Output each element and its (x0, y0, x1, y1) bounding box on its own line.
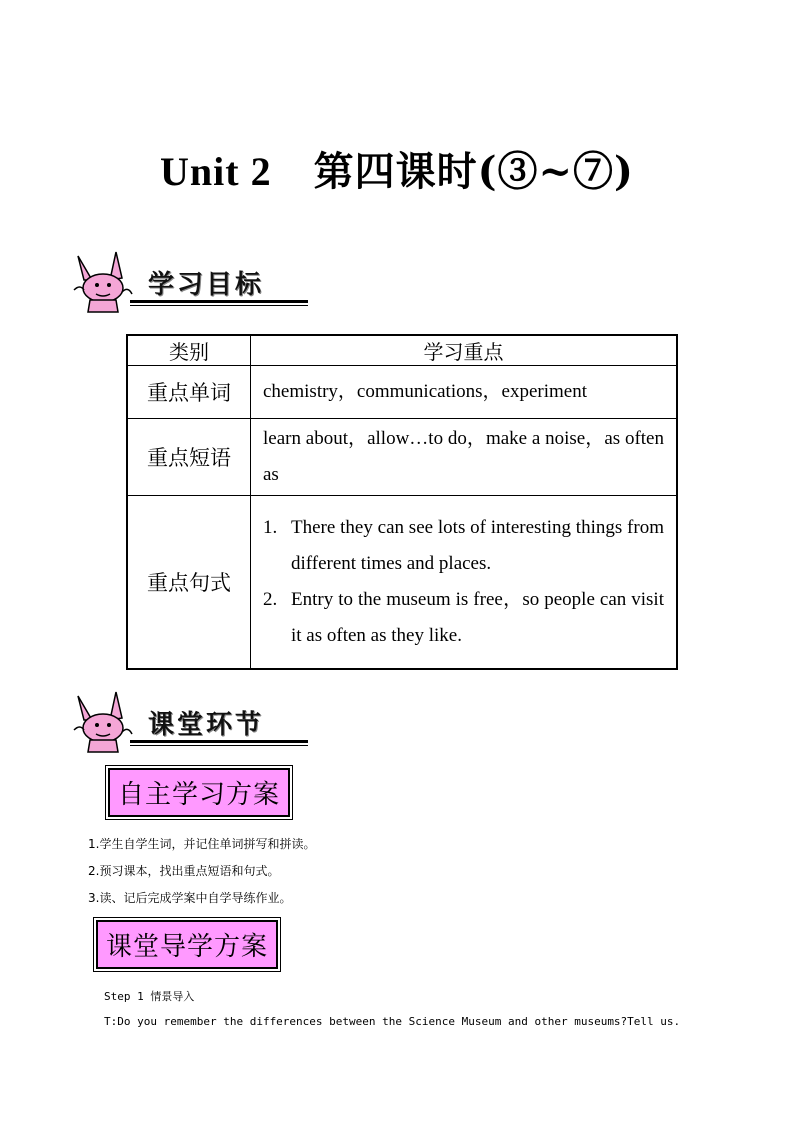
header-focus: 学习重点 (251, 335, 678, 366)
section-header-goals (70, 250, 320, 320)
table-row (127, 366, 677, 419)
section-underline (130, 300, 308, 303)
row-category: 重点句式 (127, 496, 251, 670)
row-content: learn about，allow…to do，make a noise，as often as (251, 419, 678, 496)
self-study-title-box: 自主学习方案 (108, 768, 290, 817)
section-title-goals: 学习目标 (148, 270, 265, 300)
list-item (263, 510, 664, 582)
row-category: 重点单词 (127, 366, 251, 419)
sentence-list (263, 510, 664, 654)
header-category: 类别 (127, 335, 251, 366)
section-underline (130, 740, 308, 743)
section-header-class (70, 690, 320, 760)
page-title (0, 140, 794, 197)
table-row (127, 496, 677, 670)
item-number: 2. (263, 589, 278, 610)
rabbit-mascot-icon (70, 250, 136, 316)
item-text: Entry to the museum is free，so people can visit it as often as they like. (291, 589, 664, 646)
table-row (127, 419, 677, 496)
class-guide-title-box: 课堂导学方案 (96, 920, 278, 969)
item-text: There they can see lots of interesting things from different times and places. (291, 517, 664, 574)
item-number: 1. (263, 517, 278, 538)
unit-label: Unit 2 (160, 149, 272, 194)
step-heading: Step 1 情景导入 (104, 990, 195, 1003)
self-study-step: 3.读、记后完成学案中自学导练作业。 (88, 891, 292, 905)
lesson-label: 第四课时(③~⑦) (313, 148, 634, 195)
list-item (263, 582, 664, 654)
section-underline-thin (130, 305, 308, 306)
learning-goals-table (126, 334, 678, 670)
row-content: chemistry，communications，experiment (251, 366, 678, 419)
self-study-step: 1.学生自学生词，并记住单词拼写和拼读。 (88, 837, 316, 851)
teacher-line: T:Do you remember the differences between the Science Museum and other museums?Tell us. (104, 1015, 681, 1028)
rabbit-mascot-icon (70, 690, 136, 756)
row-content (251, 496, 678, 670)
section-underline-thin (130, 745, 308, 746)
self-study-step: 2.预习课本，找出重点短语和句式。 (88, 864, 280, 878)
section-title-class: 课堂环节 (148, 710, 265, 740)
row-category: 重点短语 (127, 419, 251, 496)
table-header-row (127, 335, 677, 366)
